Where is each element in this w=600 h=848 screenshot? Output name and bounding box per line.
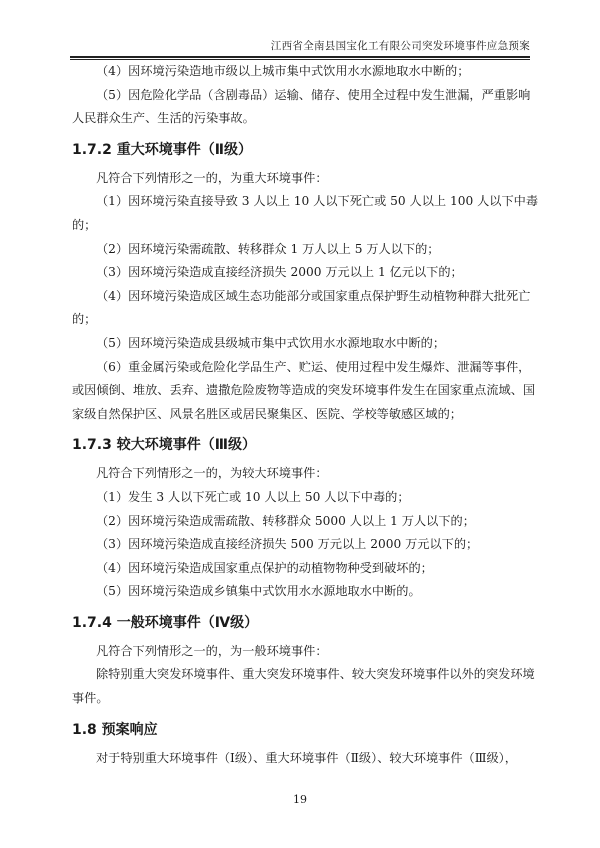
- list-item: （2）因环境污染需疏散、转移群众 1 万人以上 5 万人以下的；: [96, 241, 440, 256]
- list-item: （5）因危险化学品（含剧毒品）运输、储存、使用全过程中发生泄漏，严重影响人民群众生产、生活的污染事故。: [72, 87, 531, 126]
- page-number: 19: [293, 793, 307, 806]
- list-item: （3）因环境污染造成直接经济损失 500 万元以上 2000 万元以下的；: [96, 537, 479, 552]
- section-intro: 凡符合下列情形之一的，为较大环境事件：: [96, 466, 328, 481]
- section-heading-1-8: 1.8 预案响应: [72, 721, 158, 738]
- running-header: 江西省全南县国宝化工有限公司突发环境事件应急预案: [270, 40, 530, 52]
- list-item: （5）因环境污染造成乡镇集中式饮用水水源地取水中断的。: [96, 584, 421, 599]
- list-item: （1）发生 3 人以下死亡或 10 人以上 50 人以下中毒的；: [96, 489, 410, 504]
- list-item: （2）因环境污染造成需疏散、转移群众 5000 人以上 1 万人以下的；: [96, 513, 475, 528]
- header-rule: [70, 56, 530, 58]
- list-item: （1）因环境污染直接导致 3 人以上 10 人以下死亡或 50 人以上 100 人以下中毒的；: [72, 194, 539, 232]
- list-item: （3）因环境污染造成直接经济损失 2000 万元以上 1 亿元以下的；: [96, 265, 463, 280]
- section-heading-1-7-3: 1.7.3 较大环境事件（Ⅲ级）: [72, 437, 256, 454]
- paragraph: 对于特别重大环境事件（Ⅰ级）、重大环境事件（Ⅱ级）、较大环境事件（Ⅲ级），: [96, 750, 517, 765]
- list-item: （4）因环境污染造地市级以上城市集中式饮用水水源地取水中断的；: [96, 64, 470, 78]
- paragraph: 除特别重大突发环境事件、重大突发环境事件、较大突发环境事件以外的突发环境事件。: [72, 667, 535, 706]
- list-item: （4）因环境污染造成国家重点保护的动植物物种受到破坏的；: [96, 560, 433, 575]
- section-heading-1-7-4: 1.7.4 一般环境事件（Ⅳ级）: [72, 614, 259, 631]
- list-item: （4）因环境污染造成区域生态功能部分或国家重点保护野生动植物种群大批死亡的；: [72, 288, 531, 327]
- page-body: [72, 60, 540, 770]
- list-item: （6）重金属污染或危险化学品生产、贮运、使用过程中发生爆炸、泄漏等事件，或因倾倒、堆放、丢弃、遗撒危险废物等造成的突发环境事件发生在国家重点流域、国家级自然保护区、风景名胜区或居民聚集区、医院、学校等敏感区域的；: [72, 359, 536, 421]
- section-intro: 凡符合下列情形之一的，为一般环境事件：: [96, 643, 328, 658]
- section-heading-1-7-2: 1.7.2 重大环境事件（Ⅱ级）: [72, 141, 252, 158]
- section-intro: 凡符合下列情形之一的，为重大环境事件：: [96, 170, 328, 185]
- list-item: （5）因环境污染造成县级城市集中式饮用水水源地取水中断的；: [96, 335, 446, 350]
